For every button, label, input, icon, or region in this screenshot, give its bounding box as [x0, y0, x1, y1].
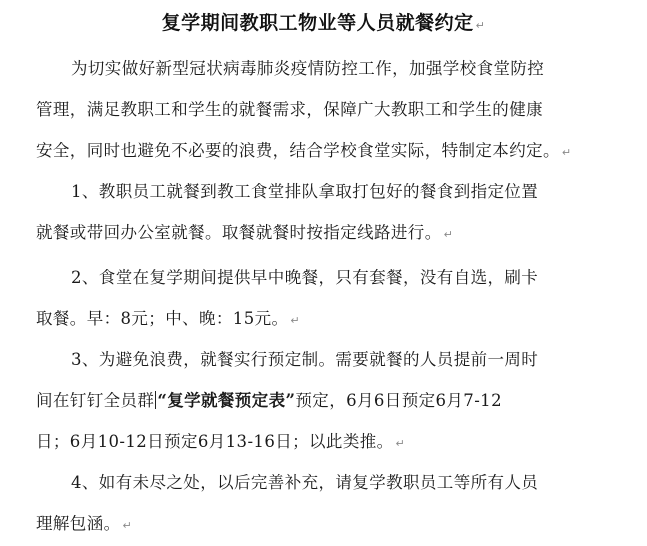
item-3-line-2-after: 预定，6月6日预定6月7-12: [295, 391, 502, 410]
item-2-line-1: 2、食堂在复学期间提供早中晚餐，只有套餐，没有自选，刷卡: [71, 268, 539, 287]
intro-line-1: 为切实做好新型冠状病毒肺炎疫情防控工作，加强学校食堂防控: [71, 59, 545, 78]
document-title: [0, 11, 647, 38]
item-2-line-2: [36, 298, 604, 339]
item-1-line-2: [36, 212, 604, 253]
item-3-line-3: [36, 421, 604, 462]
intro-paragraph: [36, 48, 604, 171]
booking-form-name: “复学就餐预定表”: [157, 391, 296, 410]
paragraph-mark-icon: ↵: [561, 146, 572, 159]
item-1-line-1: 1、教职员工就餐到教工食堂排队拿取打包好的餐食到指定位置: [71, 182, 539, 201]
item-3-line-2-before: 间在钉钉全员群: [36, 391, 155, 410]
paragraph-mark-icon: ↵: [122, 519, 133, 532]
paragraph-mark-icon: ↵: [443, 228, 454, 241]
item-1-line-2-text: 就餐或带回办公室就餐。取餐就餐时按指定线路进行。: [36, 223, 442, 242]
item-3-line-3-text: 日；6月10-12日预定6月13-16日；以此类推。: [36, 432, 394, 451]
intro-line-3-text: 安全，同时也避免不必要的浪费，结合学校食堂实际，特制定本约定。: [36, 141, 560, 160]
item-3-line-2: [36, 380, 604, 421]
item-1-paragraph: [36, 171, 604, 253]
item-3-paragraph: [36, 339, 604, 462]
item-4-paragraph: [36, 462, 604, 544]
title-text: 复学期间教职工物业等人员就餐约定: [161, 12, 474, 34]
paragraph-mark-icon: ↵: [475, 19, 486, 32]
item-3-line-1: 3、为避免浪费，就餐实行预定制。需要就餐的人员提前一周时: [71, 350, 539, 369]
paragraph-mark-icon: ↵: [290, 314, 301, 327]
intro-line-3: [36, 130, 604, 171]
item-4-line-2: [36, 503, 604, 544]
item-2-paragraph: [36, 257, 604, 339]
paragraph-mark-icon: ↵: [395, 437, 406, 450]
intro-line-2: 管理，满足教职工和学生的就餐需求，保障广大教职工和学生的健康: [36, 100, 543, 119]
item-2-line-2-text: 取餐。早：8元；中、晚：15元。: [36, 309, 289, 328]
item-4-line-1: 4、如有未尽之处，以后完善补充，请复学教职员工等所有人员: [71, 473, 539, 492]
item-4-line-2-text: 理解包涵。: [36, 514, 121, 533]
